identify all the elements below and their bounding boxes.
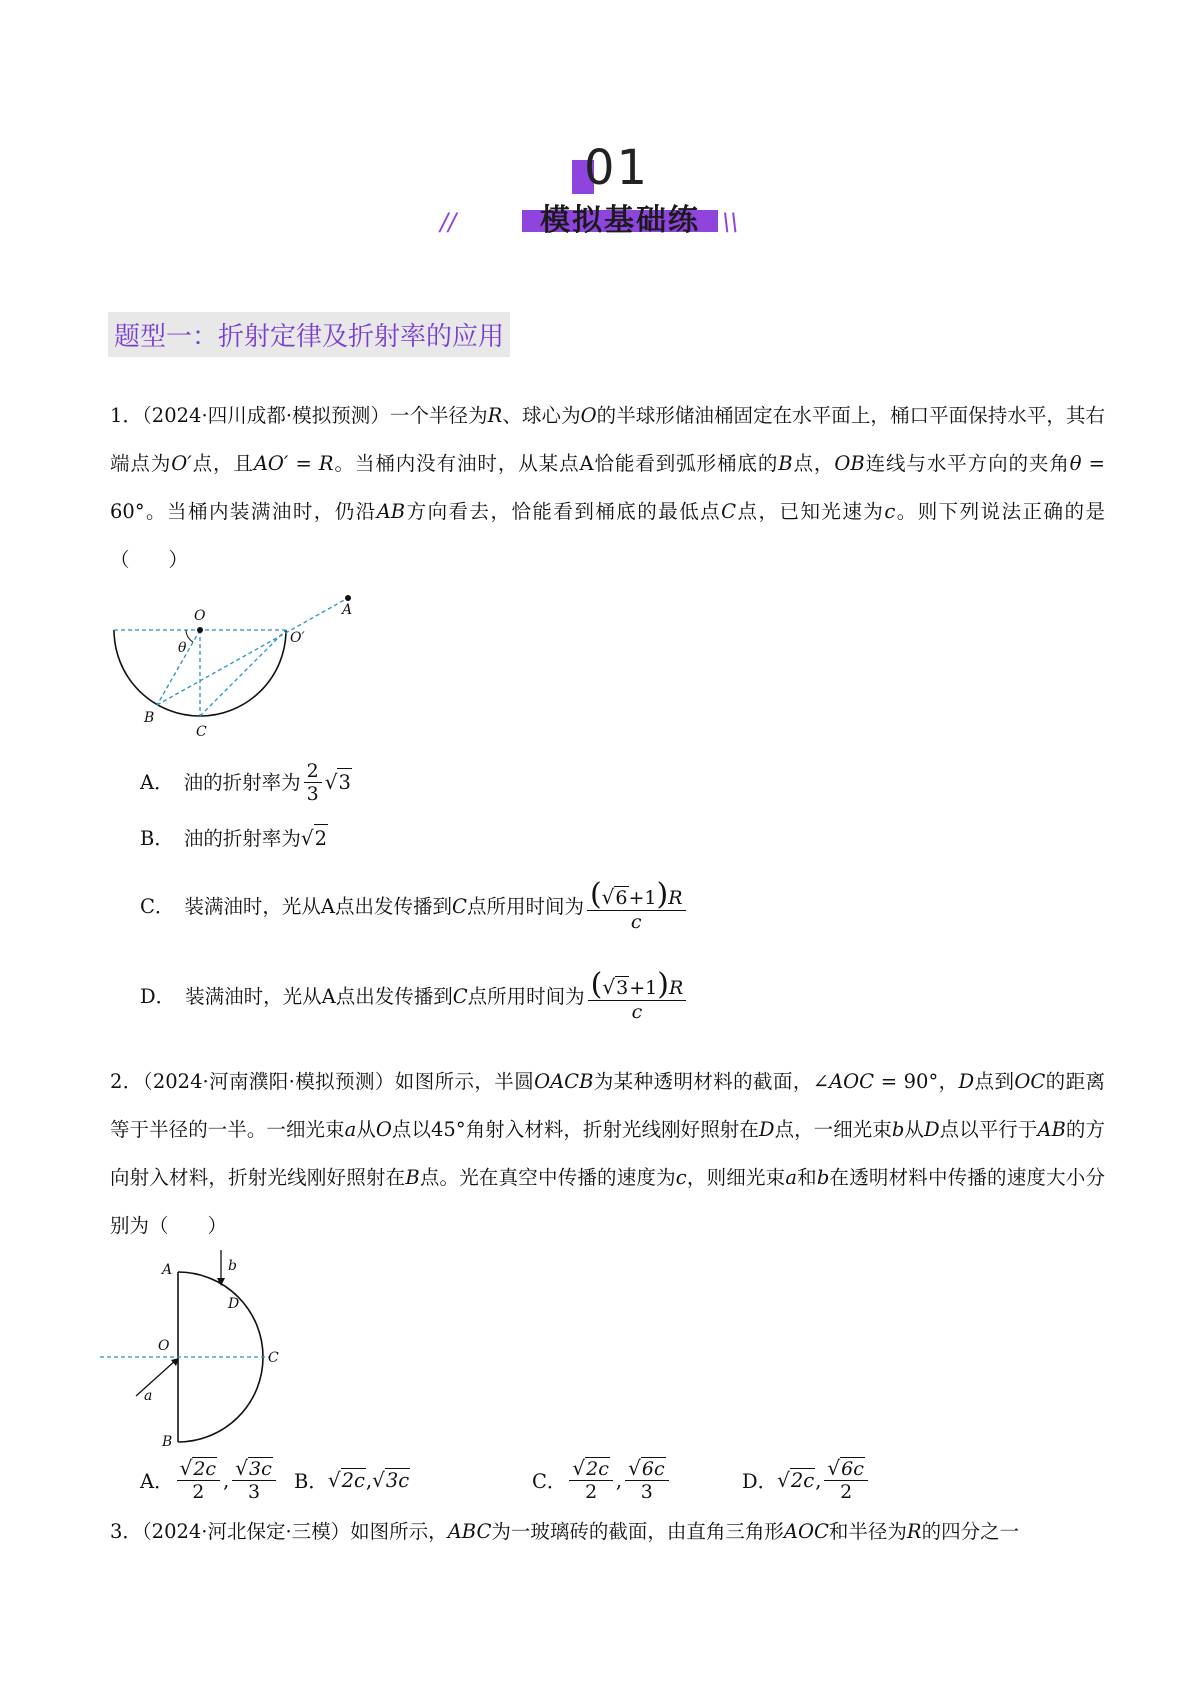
fraction: √ 2c 2 — [569, 1457, 612, 1503]
radicand: 3 — [337, 768, 351, 797]
numerator: 2 — [304, 760, 322, 783]
label-beam-a: a — [144, 1388, 153, 1404]
numerator: ( √ 6 +1)R — [587, 880, 686, 911]
option-label: B． — [294, 1470, 328, 1493]
fraction — [588, 967, 687, 1023]
option-point: C — [452, 894, 467, 918]
sqrt: √ 2 — [301, 824, 328, 853]
option-point: C — [452, 984, 468, 1008]
radicand: 6c — [641, 1458, 665, 1480]
plus-one: +1 — [628, 887, 657, 909]
option-text: 油的折射率为 — [183, 826, 301, 850]
q2-options-row — [140, 1450, 1040, 1510]
question-1-figure — [100, 590, 360, 750]
option-label: B． — [140, 826, 174, 850]
badge-number: 01 — [584, 140, 650, 196]
option-label: C． — [532, 1470, 567, 1493]
option-text: 油的折射率为 — [183, 770, 301, 794]
denominator: c — [630, 911, 642, 933]
denominator: 2 — [840, 1481, 853, 1503]
radicand: 2 — [314, 824, 328, 853]
label-theta: θ — [178, 640, 187, 656]
q1-option-a[interactable] — [140, 760, 352, 805]
option-label: C． — [140, 894, 175, 918]
numerator: ( √ 3 +1)R — [588, 970, 687, 1001]
fraction: √ 2c 2 — [177, 1457, 220, 1503]
badge-title: 模拟基础练 — [540, 203, 700, 238]
section-title: 题型一：折射定律及折射率的应用 — [108, 312, 510, 357]
q2-option-d[interactable]: D． √ 2c , √ 6c 2 — [742, 1450, 871, 1510]
q1-option-d[interactable] — [140, 967, 689, 1023]
label-o: O — [158, 1338, 170, 1354]
sqrt: √ 2c — [327, 1468, 365, 1492]
radicand: 2c — [586, 1458, 609, 1480]
option-label: A． — [140, 1470, 174, 1493]
badge-slash-left: // — [440, 208, 457, 236]
denominator: 2 — [192, 1481, 205, 1503]
label-b: B — [162, 1434, 173, 1450]
q1-option-b[interactable] — [140, 824, 328, 853]
q2-option-c[interactable]: C． √ 2c 2 , √ 6c 3 — [532, 1450, 672, 1510]
radicand: 2c — [193, 1458, 217, 1480]
radicand: 3 — [616, 977, 629, 999]
label-o: O — [194, 608, 206, 624]
option-label: A． — [140, 770, 174, 794]
denominator: 3 — [306, 783, 319, 805]
question-1-text: 1．（2024·四川成都·模拟预测）一个半径为R、球心为O的半球形储油桶固定在水平面上，桶口平面保持水平，其右端点为O′点，且AO′ = R。当桶内没有油时，从某点A恰能看到弧形桶底的B点，OB连线与水平方向的夹角θ = 60°。当桶内装满油时，仍沿AB方向看去，恰能看到桶底的最低点C点，已知光速为c。则下列说法正确的是（ ） — [110, 404, 1105, 571]
label-beam-b: b — [228, 1258, 237, 1274]
option-text-pre: 装满油时，光从A点出发传播到 — [185, 984, 453, 1008]
fraction: √ 6c 3 — [625, 1457, 668, 1503]
radicand: 6c — [841, 1458, 864, 1480]
denominator: c — [631, 1001, 643, 1023]
label-c: C — [268, 1350, 279, 1366]
sqrt: √ 3 — [325, 768, 352, 797]
radicand: 6 — [615, 887, 628, 909]
denominator: 3 — [640, 1481, 653, 1503]
point-a — [345, 595, 351, 601]
option-label: D． — [140, 984, 176, 1008]
question-3-text: 3．（2024·河北保定·三模）如图所示，ABC为一玻璃砖的截面，由直角三角形AOC和半径为R的四分之一 — [110, 1520, 1020, 1543]
option-text-post: 点所用时间为 — [466, 894, 584, 918]
radicand: 3c — [249, 1458, 272, 1480]
q1-option-c[interactable] — [140, 877, 689, 933]
option-text-pre: 装满油时，光从A点出发传播到 — [184, 894, 453, 918]
label-c: C — [196, 724, 207, 740]
denominator: 3 — [247, 1481, 261, 1503]
q2-option-a[interactable]: A． √ 2c 2 , √ 3c 3 — [140, 1450, 279, 1510]
fraction: √ 6c 2 — [824, 1457, 867, 1503]
theta-arc — [186, 630, 193, 642]
label-o-prime: O′ — [290, 630, 305, 646]
point-o — [197, 627, 203, 633]
radius-symbol: R — [668, 977, 684, 999]
radicand: 2c — [341, 1469, 365, 1492]
label-d: D — [228, 1296, 240, 1312]
sqrt: √ 3c — [372, 1468, 410, 1492]
radicand: 2c — [790, 1469, 815, 1492]
fraction — [587, 877, 686, 933]
label-a: A — [342, 602, 353, 618]
radius-symbol: R — [668, 887, 683, 909]
beam-a — [136, 1360, 176, 1396]
plus-one: +1 — [629, 977, 658, 999]
radicand: 3c — [385, 1469, 410, 1492]
label-b: B — [144, 710, 155, 726]
section-badge — [440, 140, 740, 250]
question-2-text: 2．（2024·河南濮阳·模拟预测）如图所示，半圆OACB为某种透明材料的截面，∠AOC = 90°，D点到OC的距离等于半径的一半。一细光束a从O点以45°角射入材料，折射光线刚好照射在D点，一细光束b从D点以平行于AB的方向射入材料，折射光线刚好照射在B点。光在真空中传播的速度为c，则细光束a和b在透明材料中传播的速度大小分别为（ ） — [110, 1070, 1105, 1237]
option-label: D． — [742, 1470, 778, 1493]
option-text-post: 点所用时间为 — [467, 984, 585, 1008]
sqrt: √ 2c — [777, 1468, 815, 1492]
label-a: A — [162, 1262, 173, 1278]
question-2-figure — [100, 1250, 280, 1450]
fraction — [304, 760, 322, 805]
q2-option-b[interactable]: B． √ 2c , √ 3c — [294, 1468, 410, 1493]
fraction: √ 3c 3 — [232, 1457, 275, 1503]
denominator: 2 — [585, 1481, 598, 1503]
badge-slash-right: \\ — [722, 208, 739, 236]
